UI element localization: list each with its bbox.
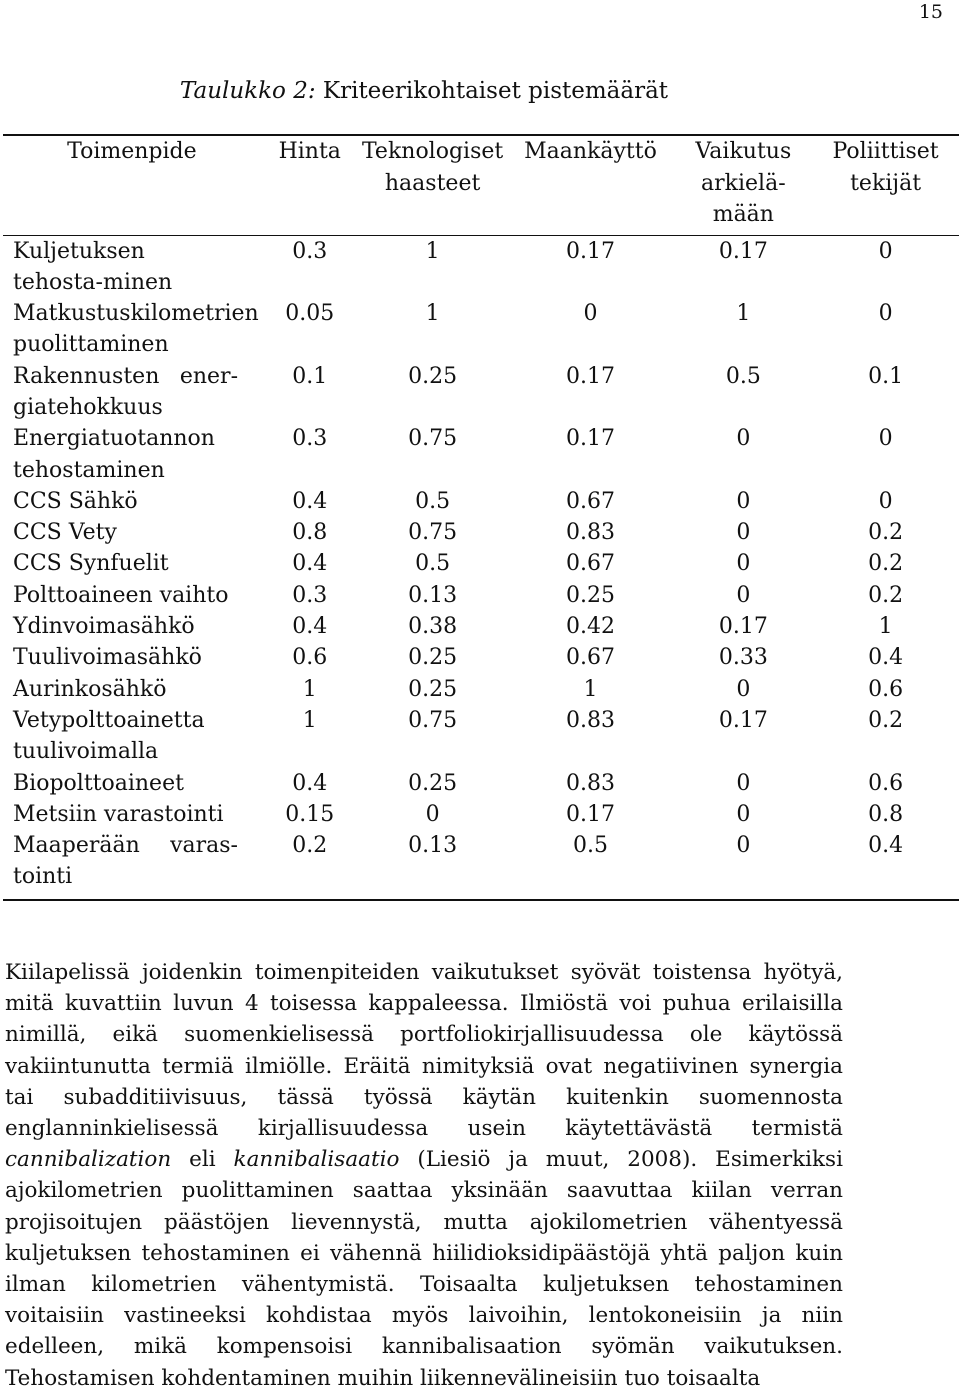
table-cell: 0 [736, 551, 751, 577]
row-label-cell [3, 642, 261, 673]
table-cell: 0.8 [868, 801, 904, 827]
table-cell: 0.05 [285, 301, 335, 327]
table-cell: 0.5 [725, 363, 761, 389]
table-cell: 0.75 [408, 707, 458, 733]
row-label-cell [3, 423, 261, 486]
table-cell: 0.75 [408, 426, 458, 452]
table-cell: 0.17 [565, 426, 615, 452]
row-label: Tuulivoimasähkö [13, 645, 202, 671]
row-label: Kuljetuksen tehosta-minen [13, 238, 173, 295]
row-label: Matkustuskilometrien puolittaminen [13, 301, 259, 358]
table-caption [0, 78, 848, 104]
table-cell: 0.75 [408, 520, 458, 546]
table-cell: 0 [736, 676, 751, 702]
table-cell: 0.83 [565, 520, 615, 546]
table-cell: 0.83 [565, 707, 615, 733]
header-teknologiset: Teknologiset haasteet [361, 139, 504, 196]
header-vaikutus: Vaikutus arkielä-mään [695, 139, 792, 227]
header-hinta: Hinta [278, 139, 341, 164]
table-cell: 0.38 [408, 614, 458, 640]
table-cell: 1 [425, 238, 440, 264]
table-cell: 0.1 [868, 363, 904, 389]
row-label-cell [3, 611, 261, 642]
header-maankaytto: Maankäyttö [524, 139, 657, 164]
table-cell: 0.42 [565, 614, 615, 640]
table-row [3, 517, 959, 548]
table-cell: 0.25 [408, 770, 458, 796]
table-cell: 0 [736, 833, 751, 859]
table-cell: 0.17 [718, 614, 768, 640]
table-cell: 0.2 [868, 707, 904, 733]
row-label: Maaperään varas-tointi [13, 833, 238, 890]
row-label-cell [3, 517, 261, 548]
table-cell: 0 [736, 520, 751, 546]
table-cell: 0.4 [868, 833, 904, 859]
table-cell: 0 [736, 582, 751, 608]
table-row [3, 235, 959, 298]
paragraph-text-1: Kiilapelissä joidenkin toimenpiteiden vaikutukset syövät toistensa hyötyä, mitä kuvattiin luvun 4 toisessa kappaleessa. Ilmiöstä voi puhua erilaisilla nimillä, eikä suomenkielisessä portfoliokirjallisuudessa ole käytössä vakiintunutta termiä ilmiölle. Eräitä nimityksiä ovat negatiivinen synergia tai subadditiivisuus, tässä työssä käytän kuitenkin suomennosta englanninkielisessä kirjallisuudessa usein käytettävästä termistä [5, 960, 843, 1142]
body-paragraph [5, 957, 843, 1394]
paragraph-text-3: (Liesiö ja muut, 2008). Esimerkiksi ajokilometrien puolittaminen saattaa yksinään saavuttaa kiilan verran projisoitujen päästöjen lievennystä, mutta ajokilometrien vähentyessä kuljetuksen tehostaminen ei vähennä hiilidioksidipäästöjä yhtä paljon kuin ilman kilometrien vähentymistä. Toisaalta kuljetuksen tehostaminen voitaisiin vastineeksi kohdistaa myös laivoihin, lentokoneisiin ja niin edelleen, mikä kompensoisi kannibalisaation syömän vaikutuksen. Tehostamisen kohdentaminen muihin liikennevälineisiin tuo toisaalta [5, 1147, 843, 1391]
table-cell: 0.2 [868, 551, 904, 577]
table-cell: 0.4 [292, 488, 328, 514]
table-cell: 0 [736, 801, 751, 827]
row-label-cell [3, 486, 261, 517]
table-row [3, 799, 959, 830]
table-cell: 0.4 [292, 551, 328, 577]
table-cell: 0.15 [285, 801, 335, 827]
table-cell: 0.17 [718, 238, 768, 264]
row-label: Aurinkosähkö [13, 676, 167, 702]
table-bottom-rule [3, 899, 959, 901]
row-label: Biopolttoaineet [13, 770, 184, 796]
table-cell: 0.67 [565, 488, 615, 514]
table-row [3, 705, 959, 768]
table-cell: 0.1 [292, 363, 328, 389]
table-cell: 1 [878, 614, 893, 640]
table-cell: 1 [425, 301, 440, 327]
table-cell: 0 [736, 426, 751, 452]
table-row [3, 674, 959, 705]
row-label-cell [3, 548, 261, 579]
term-cannibalization: cannibalization [5, 1147, 172, 1173]
table-cell: 0.5 [415, 488, 451, 514]
row-label-cell [3, 674, 261, 705]
table-cell: 0.13 [408, 833, 458, 859]
caption-label: Taulukko 2: [179, 78, 316, 104]
table-row [3, 580, 959, 611]
row-label-cell [3, 768, 261, 799]
table-cell: 0 [878, 301, 893, 327]
table-cell: 0.17 [565, 238, 615, 264]
row-label: Rakennusten ener-giatehokkuus [13, 363, 238, 420]
table-cell: 0.3 [292, 582, 328, 608]
table-cell: 0.6 [868, 770, 904, 796]
paragraph-text-2: eli [189, 1147, 216, 1173]
page-number: 15 [918, 1, 943, 23]
table-cell: 1 [736, 301, 751, 327]
table-header-row [3, 136, 959, 231]
table-cell: 1 [302, 676, 317, 702]
row-label: Polttoaineen vaihto [13, 582, 229, 608]
table-cell: 0.17 [718, 707, 768, 733]
row-label: Ydinvoimasähkö [13, 614, 195, 640]
table-cell: 0.25 [565, 582, 615, 608]
table-cell: 0.4 [292, 614, 328, 640]
table-cell: 0.2 [292, 833, 328, 859]
table-cell: 0.3 [292, 238, 328, 264]
row-label-cell [3, 705, 261, 768]
table-cell: 0.17 [565, 363, 615, 389]
table-row [3, 548, 959, 579]
term-kannibalisaatio: kannibalisaatio [233, 1147, 400, 1173]
table-cell: 0 [736, 770, 751, 796]
score-table-container [3, 134, 959, 901]
header-poliittiset: Poliittiset tekijät [832, 139, 939, 196]
table-cell: 0.4 [292, 770, 328, 796]
row-label: Energiatuotannon tehostaminen [13, 426, 215, 483]
table-cell: 0.83 [565, 770, 615, 796]
table-cell: 0.25 [408, 676, 458, 702]
table-cell: 0.2 [868, 582, 904, 608]
table-cell: 0.6 [292, 645, 328, 671]
header-toimenpide: Toimenpide [67, 139, 197, 164]
row-label: Vetypolttoainetta tuulivoimalla [13, 707, 205, 765]
table-cell: 0.6 [868, 676, 904, 702]
row-label-cell [3, 235, 261, 298]
table-cell: 0 [736, 488, 751, 514]
table-cell: 0.8 [292, 520, 328, 546]
row-label-cell [3, 580, 261, 611]
table-cell: 0.67 [565, 645, 615, 671]
table-row [3, 298, 959, 361]
row-label: CCS Vety [13, 520, 117, 546]
table-cell: 0.5 [415, 551, 451, 577]
row-label-cell [3, 298, 261, 361]
table-cell: 0.25 [408, 645, 458, 671]
row-label: Metsiin varastointi [13, 801, 224, 827]
row-label-cell [3, 799, 261, 830]
table-cell: 0.2 [868, 520, 904, 546]
table-cell: 0 [425, 801, 440, 827]
table-cell: 0.25 [408, 363, 458, 389]
table-cell: 1 [302, 707, 317, 733]
table-cell: 0.5 [572, 833, 608, 859]
table-cell: 0.67 [565, 551, 615, 577]
table-row [3, 611, 959, 642]
table-cell: 0 [583, 301, 598, 327]
table-cell: 0 [878, 426, 893, 452]
caption-text: Kriteerikohtaiset pistemäärät [322, 78, 669, 104]
row-label: CCS Sähkö [13, 488, 138, 514]
table-cell: 0.17 [565, 801, 615, 827]
row-label: CCS Synfuelit [13, 551, 169, 577]
table-cell: 0.33 [718, 645, 768, 671]
score-table [3, 136, 959, 893]
table-row [3, 361, 959, 424]
table-cell: 0 [878, 488, 893, 514]
table-body [3, 235, 959, 893]
table-row [3, 642, 959, 673]
table-row [3, 486, 959, 517]
row-label-cell [3, 361, 261, 424]
row-label-cell [3, 830, 261, 893]
table-cell: 1 [583, 676, 598, 702]
table-row [3, 423, 959, 486]
table-cell: 0.13 [408, 582, 458, 608]
table-cell: 0 [878, 238, 893, 264]
table-row [3, 768, 959, 799]
table-cell: 0.4 [868, 645, 904, 671]
table-cell: 0.3 [292, 426, 328, 452]
table-row [3, 830, 959, 893]
